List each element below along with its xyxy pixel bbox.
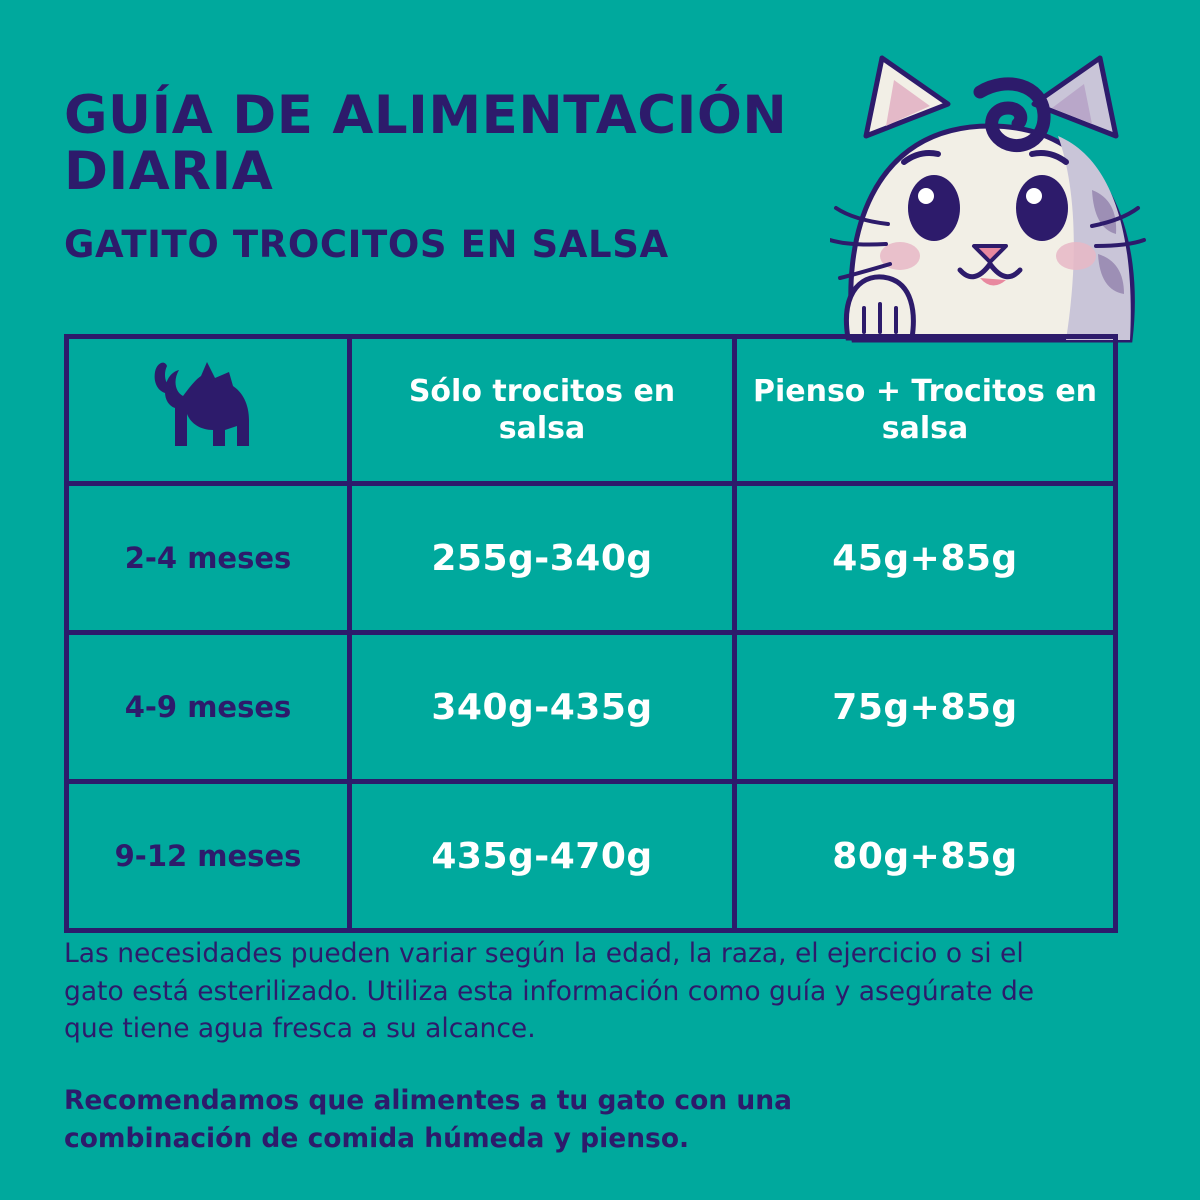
table-cell-age <box>69 784 347 928</box>
table-cell-only-chunks <box>347 486 732 630</box>
amount-value: 340g-435g <box>431 686 653 728</box>
recommendation-text: Recomendamos que alimentes a tu gato con una combinación de comida húmeda y pienso. <box>64 1084 793 1154</box>
amount-value: 75g+85g <box>832 686 1018 728</box>
age-label: 2-4 meses <box>124 541 292 575</box>
table-row <box>69 630 1113 779</box>
table-header-cell-only-chunks <box>347 339 732 481</box>
table-cell-mixed <box>732 635 1113 779</box>
amount-value: 80g+85g <box>832 835 1018 877</box>
kitten-illustration <box>830 40 1160 345</box>
age-label: 4-9 meses <box>124 690 292 724</box>
amount-value: 435g-470g <box>431 835 653 877</box>
amount-value: 255g-340g <box>431 537 653 579</box>
table-cell-mixed <box>732 486 1113 630</box>
column-header-label: Pienso + Trocitos en salsa <box>752 373 1098 446</box>
disclaimer-text: Las necesidades pueden variar según la edad, la raza, el ejercicio o si el gato está esterilizado. Utiliza esta información como guía y asegúrate de que tiene agua fresca a su alcance. <box>64 938 1035 1045</box>
table-cell-mixed <box>732 784 1113 928</box>
page-title: GUÍA DE ALIMENTACIÓN DIARIA <box>64 85 788 202</box>
footnotes <box>64 935 1094 1157</box>
table-cell-age <box>69 635 347 779</box>
cat-silhouette-icon <box>149 360 267 460</box>
age-label: 9-12 meses <box>114 839 302 873</box>
table-header-row <box>69 339 1113 481</box>
page-subtitle: GATITO TROCITOS EN SALSA <box>64 223 669 267</box>
table-cell-only-chunks <box>347 635 732 779</box>
table-cell-only-chunks <box>347 784 732 928</box>
column-header-label: Sólo trocitos en salsa <box>408 373 676 446</box>
table-header-cell-icon <box>69 339 347 481</box>
header <box>64 85 864 267</box>
table-cell-age <box>69 486 347 630</box>
table-row <box>69 779 1113 928</box>
amount-value: 45g+85g <box>832 537 1018 579</box>
table-row <box>69 481 1113 630</box>
feeding-table <box>64 334 1118 933</box>
table-header-cell-mixed <box>732 339 1113 481</box>
